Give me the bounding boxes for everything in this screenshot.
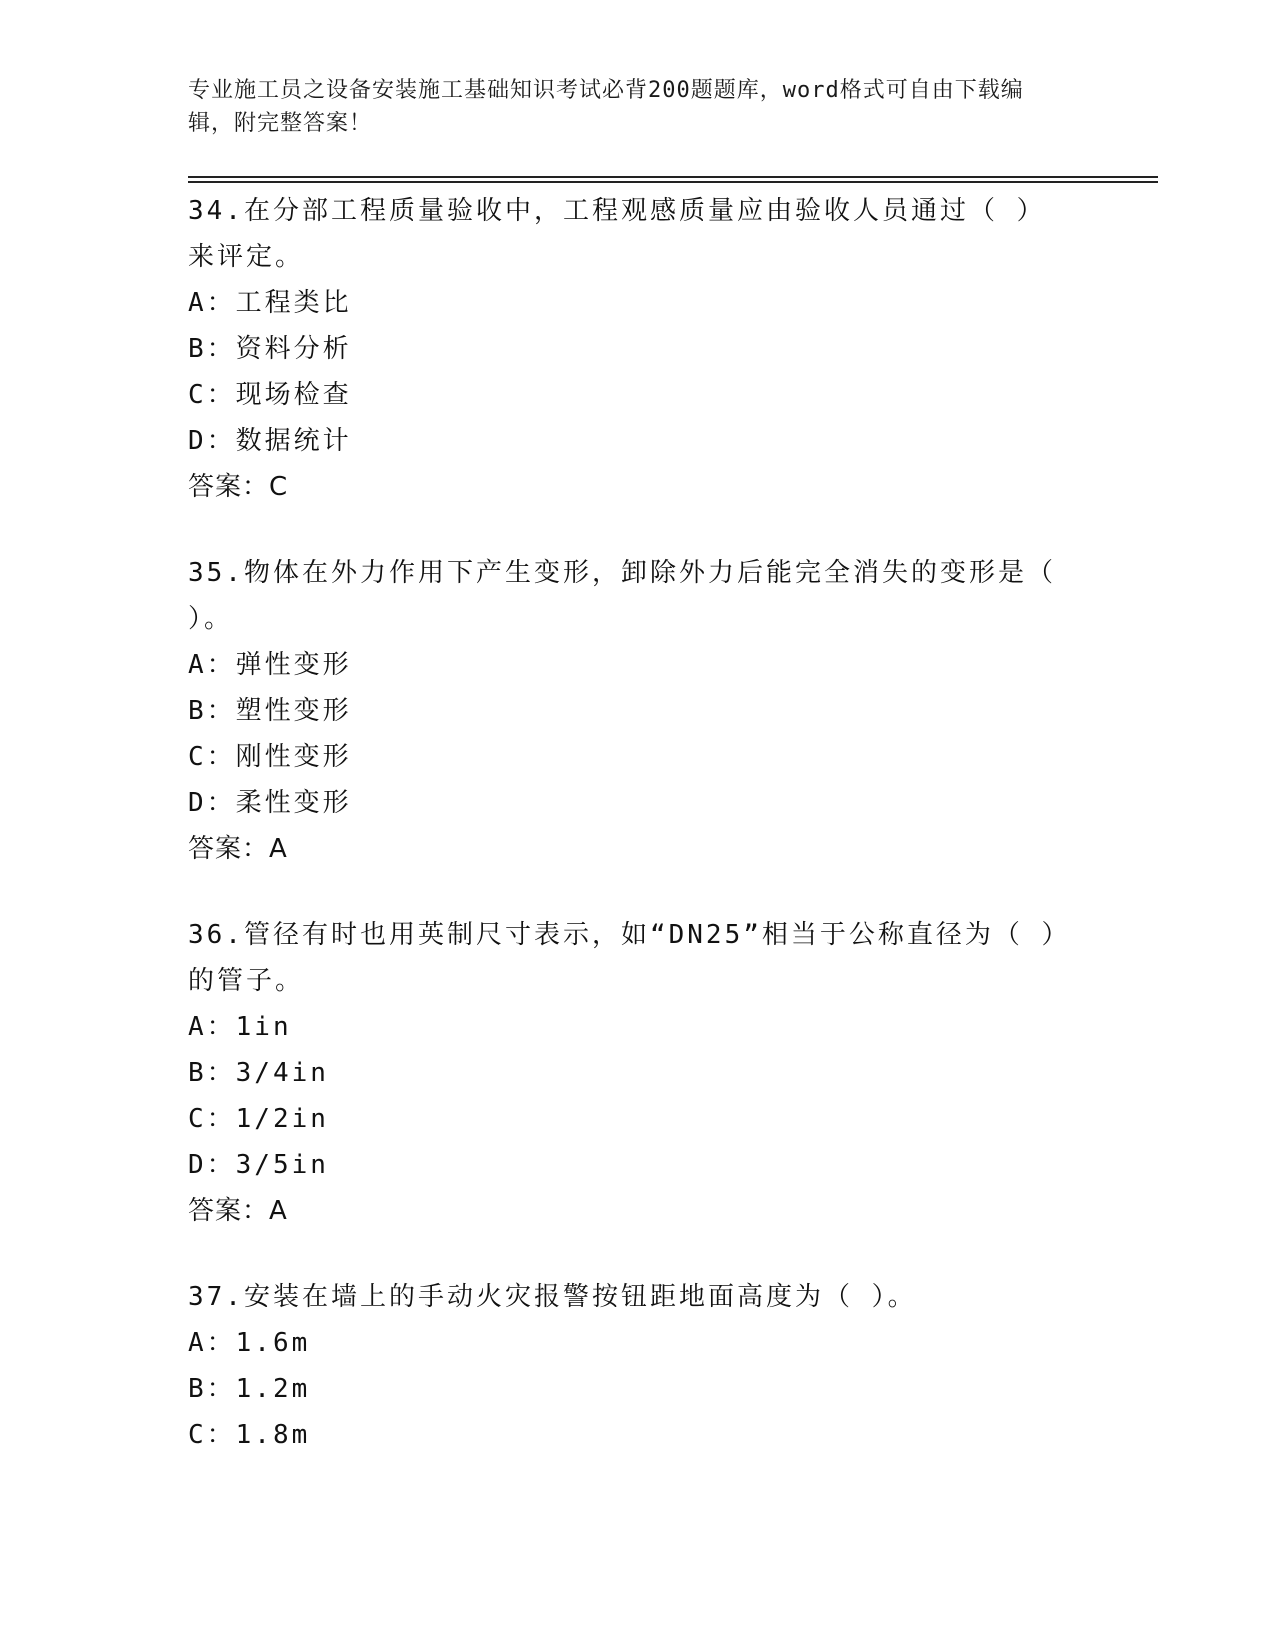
option-b	[188, 688, 1068, 734]
option-text: 现场检查	[235, 380, 352, 410]
option-letter: A：	[188, 288, 236, 318]
option-letter: B：	[188, 1058, 236, 1088]
option-text: 1/2in	[235, 1104, 329, 1134]
question-stem: 35.物体在外力作用下产生变形，卸除外力后能完全消失的变形是（ ）。	[188, 558, 1056, 634]
question-35	[188, 550, 1068, 872]
option-letter: C：	[188, 1104, 236, 1134]
document-header	[188, 74, 1068, 140]
question-34	[188, 188, 1068, 510]
option-letter: D：	[188, 1150, 236, 1180]
question-stem: 37.安装在墙上的手动火灾报警按钮距地面高度为（ ）。	[188, 1282, 917, 1312]
option-letter: D：	[188, 426, 236, 456]
option-a	[188, 1320, 1068, 1366]
header-divider-bottom	[188, 181, 1158, 183]
option-text: 塑性变形	[235, 696, 352, 726]
option-letter: C：	[188, 742, 236, 772]
option-text: 1.2m	[235, 1374, 311, 1404]
option-d	[188, 418, 1068, 464]
question-stem: 36.管径有时也用英制尺寸表示，如“DN25”相当于公称直径为（ ）的管子。	[188, 920, 1058, 996]
option-c	[188, 734, 1068, 780]
option-letter: C：	[188, 380, 236, 410]
option-d	[188, 780, 1068, 826]
option-text: 工程类比	[235, 288, 352, 318]
option-letter: A：	[188, 650, 236, 680]
option-text: 弹性变形	[235, 650, 352, 680]
header-divider-top	[188, 176, 1158, 178]
option-text: 1.8m	[235, 1420, 311, 1450]
option-a	[188, 1004, 1068, 1050]
question-36	[188, 912, 1068, 1234]
option-c	[188, 1096, 1068, 1142]
option-b	[188, 326, 1068, 372]
option-letter: B：	[188, 696, 236, 726]
option-text: 数据统计	[235, 426, 352, 456]
question-list	[188, 188, 1068, 1498]
option-d	[188, 1142, 1068, 1188]
option-letter: A：	[188, 1012, 236, 1042]
option-b	[188, 1366, 1068, 1412]
question-37	[188, 1274, 1068, 1458]
option-text: 刚性变形	[235, 742, 352, 772]
option-c	[188, 1412, 1068, 1458]
answer-line: 答案：A	[188, 1196, 288, 1226]
option-letter: B：	[188, 334, 236, 364]
option-b	[188, 1050, 1068, 1096]
option-text: 3/4in	[235, 1058, 329, 1088]
option-text: 柔性变形	[235, 788, 352, 818]
option-letter: C：	[188, 1420, 236, 1450]
option-a	[188, 280, 1068, 326]
option-text: 资料分析	[235, 334, 352, 364]
option-letter: A：	[188, 1328, 236, 1358]
option-letter: B：	[188, 1374, 236, 1404]
document-title: 专业施工员之设备安装施工基础知识考试必背200题题库，word格式可自由下载编辑，附完整答案！	[188, 78, 1024, 136]
option-text: 3/5in	[235, 1150, 329, 1180]
option-text: 1in	[235, 1012, 292, 1042]
option-a	[188, 642, 1068, 688]
answer-line: 答案：A	[188, 834, 288, 864]
answer-line: 答案：C	[188, 472, 289, 502]
option-letter: D：	[188, 788, 236, 818]
option-text: 1.6m	[235, 1328, 311, 1358]
option-c	[188, 372, 1068, 418]
question-stem: 34.在分部工程质量验收中，工程观感质量应由验收人员通过（ ）来评定。	[188, 196, 1046, 272]
